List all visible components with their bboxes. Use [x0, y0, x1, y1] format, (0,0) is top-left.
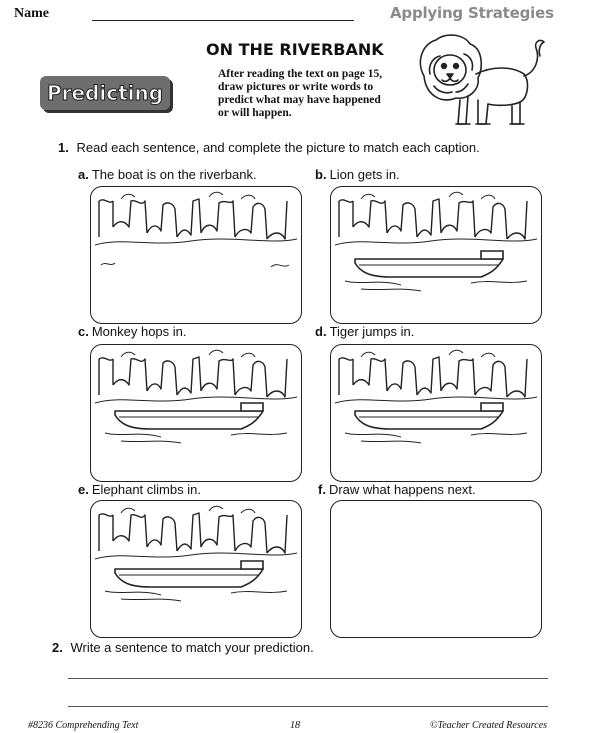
instructions-line-2: draw pictures or write words to	[218, 81, 374, 93]
caption-c-letter: c.	[78, 324, 89, 339]
instructions-line-4: or will happen.	[218, 107, 292, 119]
page-title: ON THE RIVERBANK	[206, 40, 384, 59]
caption-f-text: Draw what happens next.	[328, 482, 476, 497]
name-label: Name	[14, 6, 49, 21]
question-2-text: Write a sentence to match your prediction.	[70, 640, 314, 655]
riverbank-scene-a	[91, 187, 301, 323]
panel-c[interactable]	[90, 344, 302, 482]
instructions-line-3: predict what may have happened	[218, 94, 381, 106]
predicting-badge	[40, 76, 170, 110]
series-title: Applying Strategies	[390, 4, 554, 22]
name-line[interactable]	[92, 20, 354, 21]
question-1-text: Read each sentence, and complete the picture to match each caption.	[76, 140, 480, 155]
instructions-line-1: After reading the text on page 15,	[218, 68, 383, 80]
question-2	[52, 640, 314, 655]
panel-e[interactable]	[90, 500, 302, 638]
predicting-badge-label: Predicting	[46, 81, 164, 105]
riverbank-scene-e	[91, 501, 301, 637]
caption-a-letter: a.	[78, 167, 89, 182]
riverbank-scene-c	[91, 345, 301, 481]
caption-b	[315, 167, 400, 182]
panel-b[interactable]	[330, 186, 542, 324]
question-1	[58, 140, 480, 155]
caption-d-text: Tiger jumps in.	[329, 324, 415, 339]
caption-e-letter: e.	[78, 482, 89, 497]
caption-e	[78, 482, 201, 497]
panel-f-drawing-area[interactable]	[330, 500, 542, 638]
caption-d	[315, 324, 414, 339]
panel-d[interactable]	[330, 344, 542, 482]
riverbank-scene-b	[331, 187, 541, 323]
lion-illustration	[412, 26, 552, 136]
panel-a[interactable]	[90, 186, 302, 324]
footer-right: ©Teacher Created Resources	[430, 720, 548, 731]
caption-e-text: Elephant climbs in.	[91, 482, 201, 497]
footer-page-number: 18	[290, 720, 300, 731]
footer-left: #8236 Comprehending Text	[28, 720, 139, 731]
caption-b-text: Lion gets in.	[329, 167, 400, 182]
caption-d-letter: d.	[315, 324, 327, 339]
caption-c-text: Monkey hops in.	[91, 324, 187, 339]
caption-f-letter: f.	[318, 482, 326, 497]
question-1-number: 1.	[58, 140, 69, 155]
caption-f	[318, 482, 476, 497]
answer-line-1[interactable]	[68, 678, 548, 679]
answer-line-2[interactable]	[68, 706, 548, 707]
instructions	[218, 68, 418, 120]
caption-a	[78, 167, 257, 182]
question-2-number: 2.	[52, 640, 63, 655]
caption-c	[78, 324, 187, 339]
riverbank-scene-d	[331, 345, 541, 481]
caption-a-text: The boat is on the riverbank.	[91, 167, 257, 182]
caption-b-letter: b.	[315, 167, 327, 182]
